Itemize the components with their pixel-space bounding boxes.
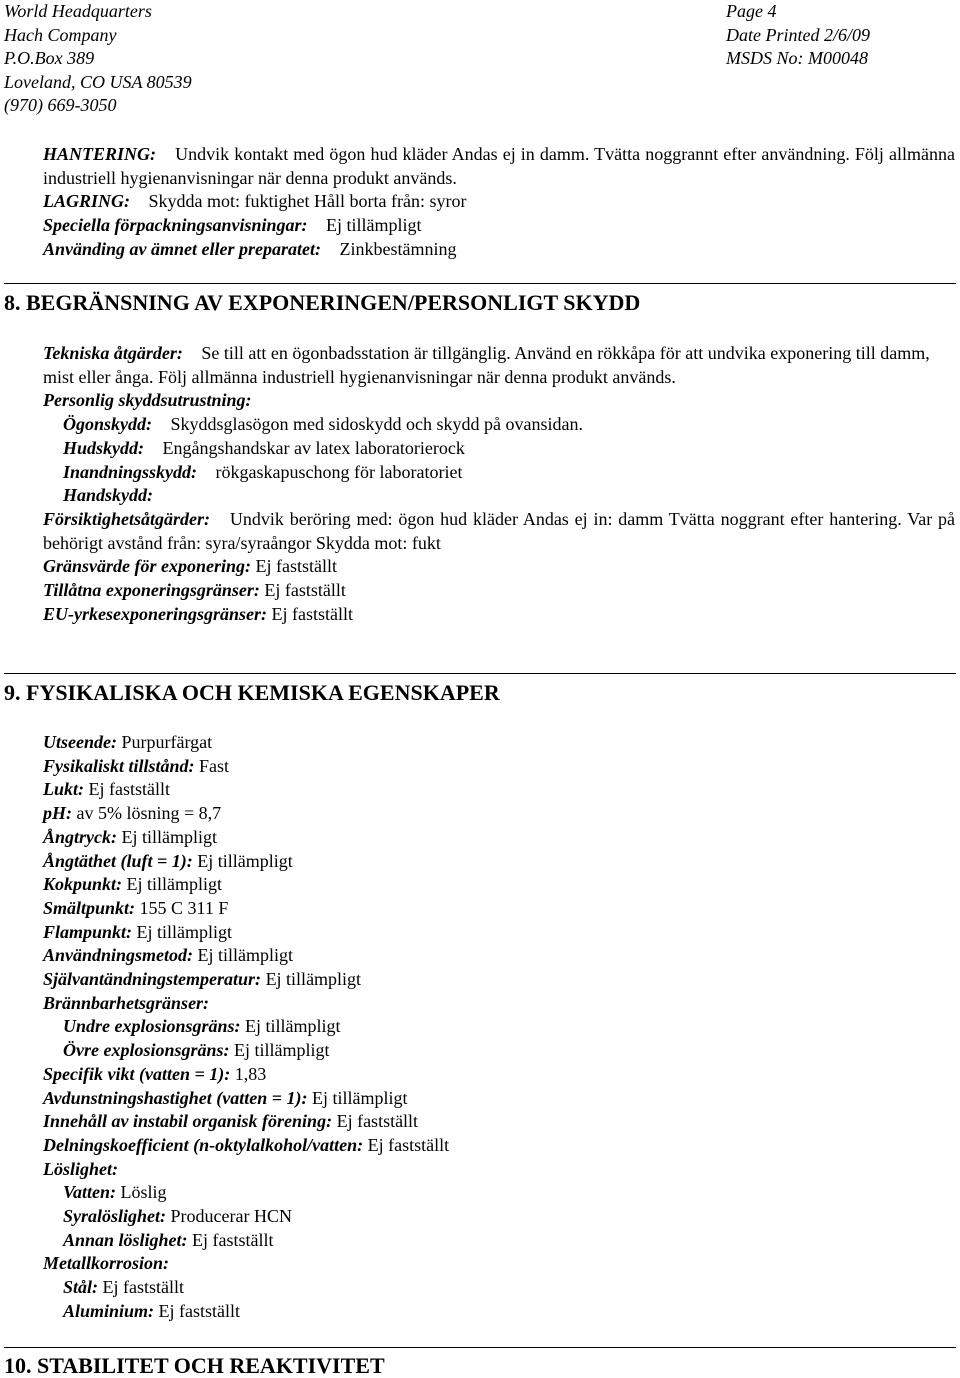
forpackning-text: Ej tillämpligt	[326, 215, 422, 236]
anvanding-text: Zinkbestämning	[339, 238, 457, 259]
section-10-title: 10. STABILITET OCH REAKTIVITET	[4, 1353, 385, 1378]
property-value: Ej fastställt	[158, 1300, 241, 1321]
property-value: Ej tillämpligt	[265, 969, 362, 990]
section-divider	[4, 1347, 956, 1348]
ogonskydd-label: Ögonskydd:	[63, 414, 152, 435]
anvanding-label: Använding av ämnet eller preparatet:	[43, 238, 321, 259]
property-value: 155 C 311 F	[139, 897, 229, 918]
eu-text: Ej fastställt	[271, 603, 353, 624]
property-value: Ej fastställt	[88, 779, 170, 800]
tekniska-paragraph	[43, 342, 955, 389]
company-address-line: Hach Company	[4, 24, 117, 45]
property-label: Självantändningstemperatur:	[43, 969, 262, 990]
property-row	[43, 731, 955, 755]
property-label: Övre explosionsgräns:	[63, 1040, 230, 1061]
property-value: 1,83	[234, 1063, 267, 1084]
property-row	[43, 921, 955, 945]
property-value: Ej fastställt	[102, 1277, 184, 1298]
personlig-label: Personlig skyddsutrustning:	[43, 390, 252, 411]
property-label: Brännbarhetsgränser:	[43, 992, 210, 1013]
property-label: Annan löslighet:	[63, 1229, 188, 1250]
property-row	[43, 1110, 955, 1134]
property-value: Ej tillämpligt	[197, 945, 294, 966]
section-8-title: 8. BEGRÄNSNING AV EXPONERINGEN/PERSONLIGT SKYDD	[4, 290, 641, 315]
property-label: Löslighet:	[43, 1158, 118, 1179]
ogonskydd-text: Skyddsglasögon med sidoskydd och skydd på ovansidan.	[170, 414, 583, 435]
hudskydd-label: Hudskydd:	[63, 437, 144, 458]
property-row	[43, 897, 955, 921]
company-address-line: World Headquarters	[4, 1, 152, 21]
property-row	[43, 1229, 955, 1253]
eu-line	[43, 603, 955, 627]
tekniska-text: Se till att en ögonbadsstation är tillgänglig. Använd en rökkåpa för att undvika exponering till damm, mist eller ånga. Följ allmänna industriell hygienanvisningar när denna produkt används.	[43, 343, 930, 387]
property-row	[43, 1134, 955, 1158]
property-label: Avdunstningshastighet (vatten = 1):	[43, 1087, 308, 1108]
property-value: Ej tillämpligt	[126, 874, 223, 895]
property-value: Ej tillämpligt	[136, 921, 233, 942]
property-row	[43, 1039, 955, 1063]
property-label: Kokpunkt:	[43, 874, 123, 895]
property-row	[43, 944, 955, 968]
section-divider	[4, 283, 956, 284]
property-row	[43, 755, 955, 779]
lagring-text: Skydda mot: fuktighet Håll borta från: syror	[148, 191, 467, 212]
property-label: Vatten:	[63, 1182, 117, 1203]
forpackning-line	[43, 214, 955, 238]
property-value: Ej tillämpligt	[121, 826, 217, 847]
property-row	[43, 992, 955, 1016]
property-row	[43, 1158, 955, 1182]
anvanding-line	[43, 238, 955, 262]
date-printed: Date Printed 2/6/09	[726, 24, 870, 45]
company-address-line: (970) 669-3050	[4, 95, 117, 115]
section-9-properties	[43, 731, 955, 1324]
personlig-label-line	[43, 389, 955, 413]
property-row	[43, 873, 955, 897]
tillatna-text: Ej fastställt	[264, 580, 346, 601]
property-row	[43, 1205, 955, 1229]
handskydd-label: Handskydd:	[63, 485, 153, 506]
property-label: Stål:	[63, 1277, 99, 1298]
property-value: Ej tillämpligt	[311, 1087, 408, 1108]
property-value: Ej tillämpligt	[234, 1040, 330, 1061]
property-row	[43, 802, 955, 826]
property-row	[43, 1276, 955, 1300]
property-label: Ångtryck:	[43, 826, 117, 847]
property-value: Ej fastställt	[367, 1134, 450, 1155]
lagring-label: LAGRING:	[43, 191, 131, 212]
property-value: Ej fastställt	[336, 1111, 419, 1132]
hudskydd-line	[43, 437, 955, 461]
forsiktighet-text: Undvik beröring med: ögon hud kläder Andas ej in: damm Tvätta noggrant efter hantering. Var på behörigt avstånd från: syra/syraångor Skydda mot: fukt	[43, 508, 956, 553]
page-header	[0, 0, 960, 120]
property-label: Flampunkt:	[43, 921, 133, 942]
tillatna-label: Tillåtna exponeringsgränser:	[43, 580, 260, 601]
property-label: Utseende:	[43, 732, 117, 752]
property-value: Fast	[199, 755, 230, 776]
lagring-line	[43, 190, 955, 214]
property-label: Aluminium:	[63, 1300, 155, 1321]
hudskydd-text: Engångshandskar av latex laboratorierock	[162, 437, 465, 458]
eu-label: EU-yrkesexponeringsgränser:	[43, 603, 268, 624]
handskydd-line	[43, 484, 955, 508]
ogonskydd-line	[43, 413, 955, 437]
property-label: Användningsmetod:	[43, 945, 194, 966]
property-value: Producerar HCN	[170, 1206, 292, 1227]
hantering-paragraph	[43, 143, 955, 190]
property-row	[43, 1063, 955, 1087]
section-9-title: 9. FYSIKALISKA OCH KEMISKA EGENSKAPER	[4, 680, 500, 705]
gransvarde-text: Ej fastställt	[255, 556, 337, 577]
property-label: Undre explosionsgräns:	[63, 1016, 241, 1037]
inandningsskydd-line	[43, 461, 955, 485]
property-value: Löslig	[120, 1182, 167, 1203]
msds-number: MSDS No: M00048	[726, 48, 868, 68]
property-row	[43, 826, 955, 850]
property-label: Smältpunkt:	[43, 897, 136, 918]
property-label: Lukt:	[43, 779, 85, 800]
property-row	[43, 1087, 955, 1111]
property-row	[43, 1252, 955, 1276]
property-label: pH:	[43, 803, 72, 824]
property-row	[43, 1015, 955, 1039]
property-label: Specifik vikt (vatten = 1):	[43, 1063, 231, 1084]
forpackning-label: Speciella förpackningsanvisningar:	[43, 215, 308, 236]
property-label: Fysikaliskt tillstånd:	[43, 755, 195, 776]
property-label: Innehåll av instabil organisk förening:	[43, 1111, 333, 1132]
hantering-label: HANTERING:	[43, 144, 157, 164]
property-label: Ångtäthet (luft = 1):	[43, 850, 193, 871]
property-value: Ej tillämpligt	[197, 850, 293, 871]
property-value: Ej tillämpligt	[245, 1016, 341, 1037]
gransvarde-line	[43, 555, 955, 579]
section-divider	[4, 673, 956, 674]
property-value: av 5% lösning = 8,7	[76, 803, 222, 824]
company-address-line: P.O.Box 389	[4, 48, 95, 68]
forsiktighet-paragraph	[43, 508, 955, 555]
inandningsskydd-label: Inandningsskydd:	[63, 461, 198, 482]
gransvarde-label: Gränsvärde för exponering:	[43, 556, 252, 577]
forsiktighet-label: Försiktighetsåtgärder:	[43, 508, 211, 529]
handling-storage-block	[43, 143, 955, 262]
property-row	[43, 1181, 955, 1205]
page-number: Page 4	[726, 1, 777, 21]
property-row	[43, 1300, 955, 1324]
property-row	[43, 968, 955, 992]
tekniska-label: Tekniska åtgärder:	[43, 343, 183, 363]
property-label: Metallkorrosion:	[43, 1253, 170, 1274]
property-row	[43, 778, 955, 802]
tillatna-line	[43, 579, 955, 603]
property-row	[43, 850, 955, 874]
property-value: Purpurfärgat	[121, 732, 213, 752]
property-value: Ej fastställt	[192, 1229, 274, 1250]
hantering-text: Undvik kontakt med ögon hud kläder Andas ej in damm. Tvätta noggrannt efter användning. Följ allmänna industriell hygienanvisningar när denna produkt används.	[43, 144, 955, 188]
section-8-body	[43, 342, 955, 626]
property-label: Syralöslighet:	[63, 1206, 167, 1227]
property-label: Delningskoefficient (n-oktylalkohol/vatten:	[43, 1134, 364, 1155]
inandningsskydd-text: rökgaskapuschong för laboratoriet	[215, 461, 463, 482]
company-address-line: Loveland, CO USA 80539	[4, 71, 192, 92]
